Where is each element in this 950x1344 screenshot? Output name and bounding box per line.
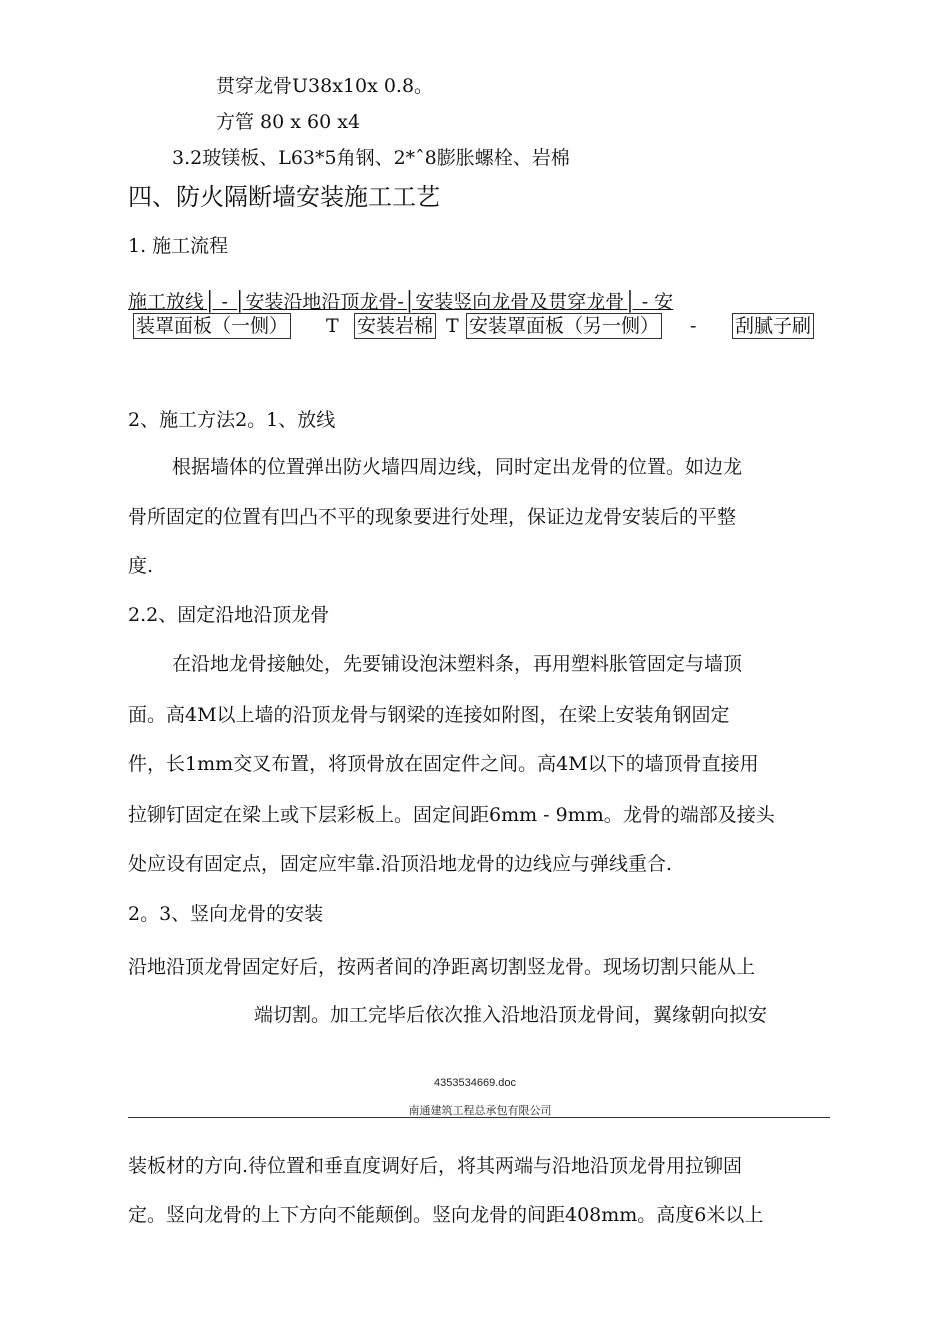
section-4-title: 四、防火隔断墙安装施工工艺	[128, 183, 440, 211]
paragraph-line: 度.	[128, 555, 154, 577]
paragraph-line: 面。高4M以上墙的沿顶龙骨与钢梁的连接如附图，在梁上安装角钢固定	[128, 704, 730, 726]
paragraph-line: 骨所固定的位置有凹凸不平的现象要进行处理，保证边龙骨安装后的平整	[128, 506, 737, 528]
materials-line-1: 贯穿龙骨U38x10x 0.8。	[216, 75, 434, 97]
subsection-2-3-heading: 2。3、竖向龙骨的安装	[128, 903, 324, 925]
paragraph-line: 装板材的方向.待位置和垂直度调好后，将其两端与沿地沿顶龙骨用拉铆固	[128, 1155, 743, 1177]
paragraph-line: 根据墙体的位置弹出防火墙四周边线，同时定出龙骨的位置。如边龙	[172, 456, 743, 478]
flow-box-putty: 刮腻子刷	[732, 313, 814, 339]
flow-box-rock-wool: 安装岩棉	[354, 313, 436, 339]
materials-line-2: 方管 80 x 60 x4	[216, 111, 361, 133]
subsection-2-2-heading: 2.2、固定沿地沿顶龙骨	[128, 604, 330, 626]
flow-sep-3: -	[690, 315, 697, 337]
paragraph-line: 拉铆钉固定在梁上或下层彩板上。固定间距6mm - 9mm。龙骨的端部及接头	[128, 804, 775, 826]
materials-line-3: 3.2玻镁板、L63*5角钢、2*ˆ8膨胀螺栓、岩棉	[172, 147, 570, 169]
flow-sep-1: T	[326, 315, 339, 337]
paragraph-line: 端切割。加工完毕后依次推入沿地沿顶龙骨间，翼缘朝向拟安	[254, 1004, 768, 1026]
flow-sep-2: T	[446, 315, 459, 337]
footer-company: 南通建筑工程总承包有限公司	[408, 1105, 552, 1117]
paragraph-line: 沿地沿顶龙骨固定好后，按两者间的净距离切割竖龙骨。现场切割只能从上	[128, 956, 756, 978]
paragraph-line: 在沿地龙骨接触处，先要铺设泡沫塑料条，再用塑料胀管固定与墙顶	[172, 653, 743, 675]
flow-row-1: 施工放线│ - │安装沿地沿顶龙骨-│安装竖向龙骨及贯穿龙骨│ - 安	[128, 291, 674, 313]
paragraph-line: 定。竖向龙骨的上下方向不能颠倒。竖向龙骨的间距408mm。高度6米以上	[128, 1204, 764, 1226]
paragraph-line: 件，长1mm交叉布置，将顶骨放在固定件之间。高4M以下的墙顶骨直接用	[128, 753, 759, 775]
method-heading: 2、施工方法2。1、放线	[128, 409, 336, 431]
flow-box-panel-other-side: 安装罩面板（另一侧）	[466, 313, 662, 339]
footer-filename: 4353534669.doc	[434, 1077, 516, 1089]
construction-flow-heading: 1. 施工流程	[128, 235, 229, 257]
flow-box-panel-one-side: 装罩面板（一侧）	[133, 313, 291, 339]
paragraph-line: 处应设有固定点，固定应牢靠.沿顶沿地龙骨的边线应与弹线重合.	[128, 853, 673, 875]
